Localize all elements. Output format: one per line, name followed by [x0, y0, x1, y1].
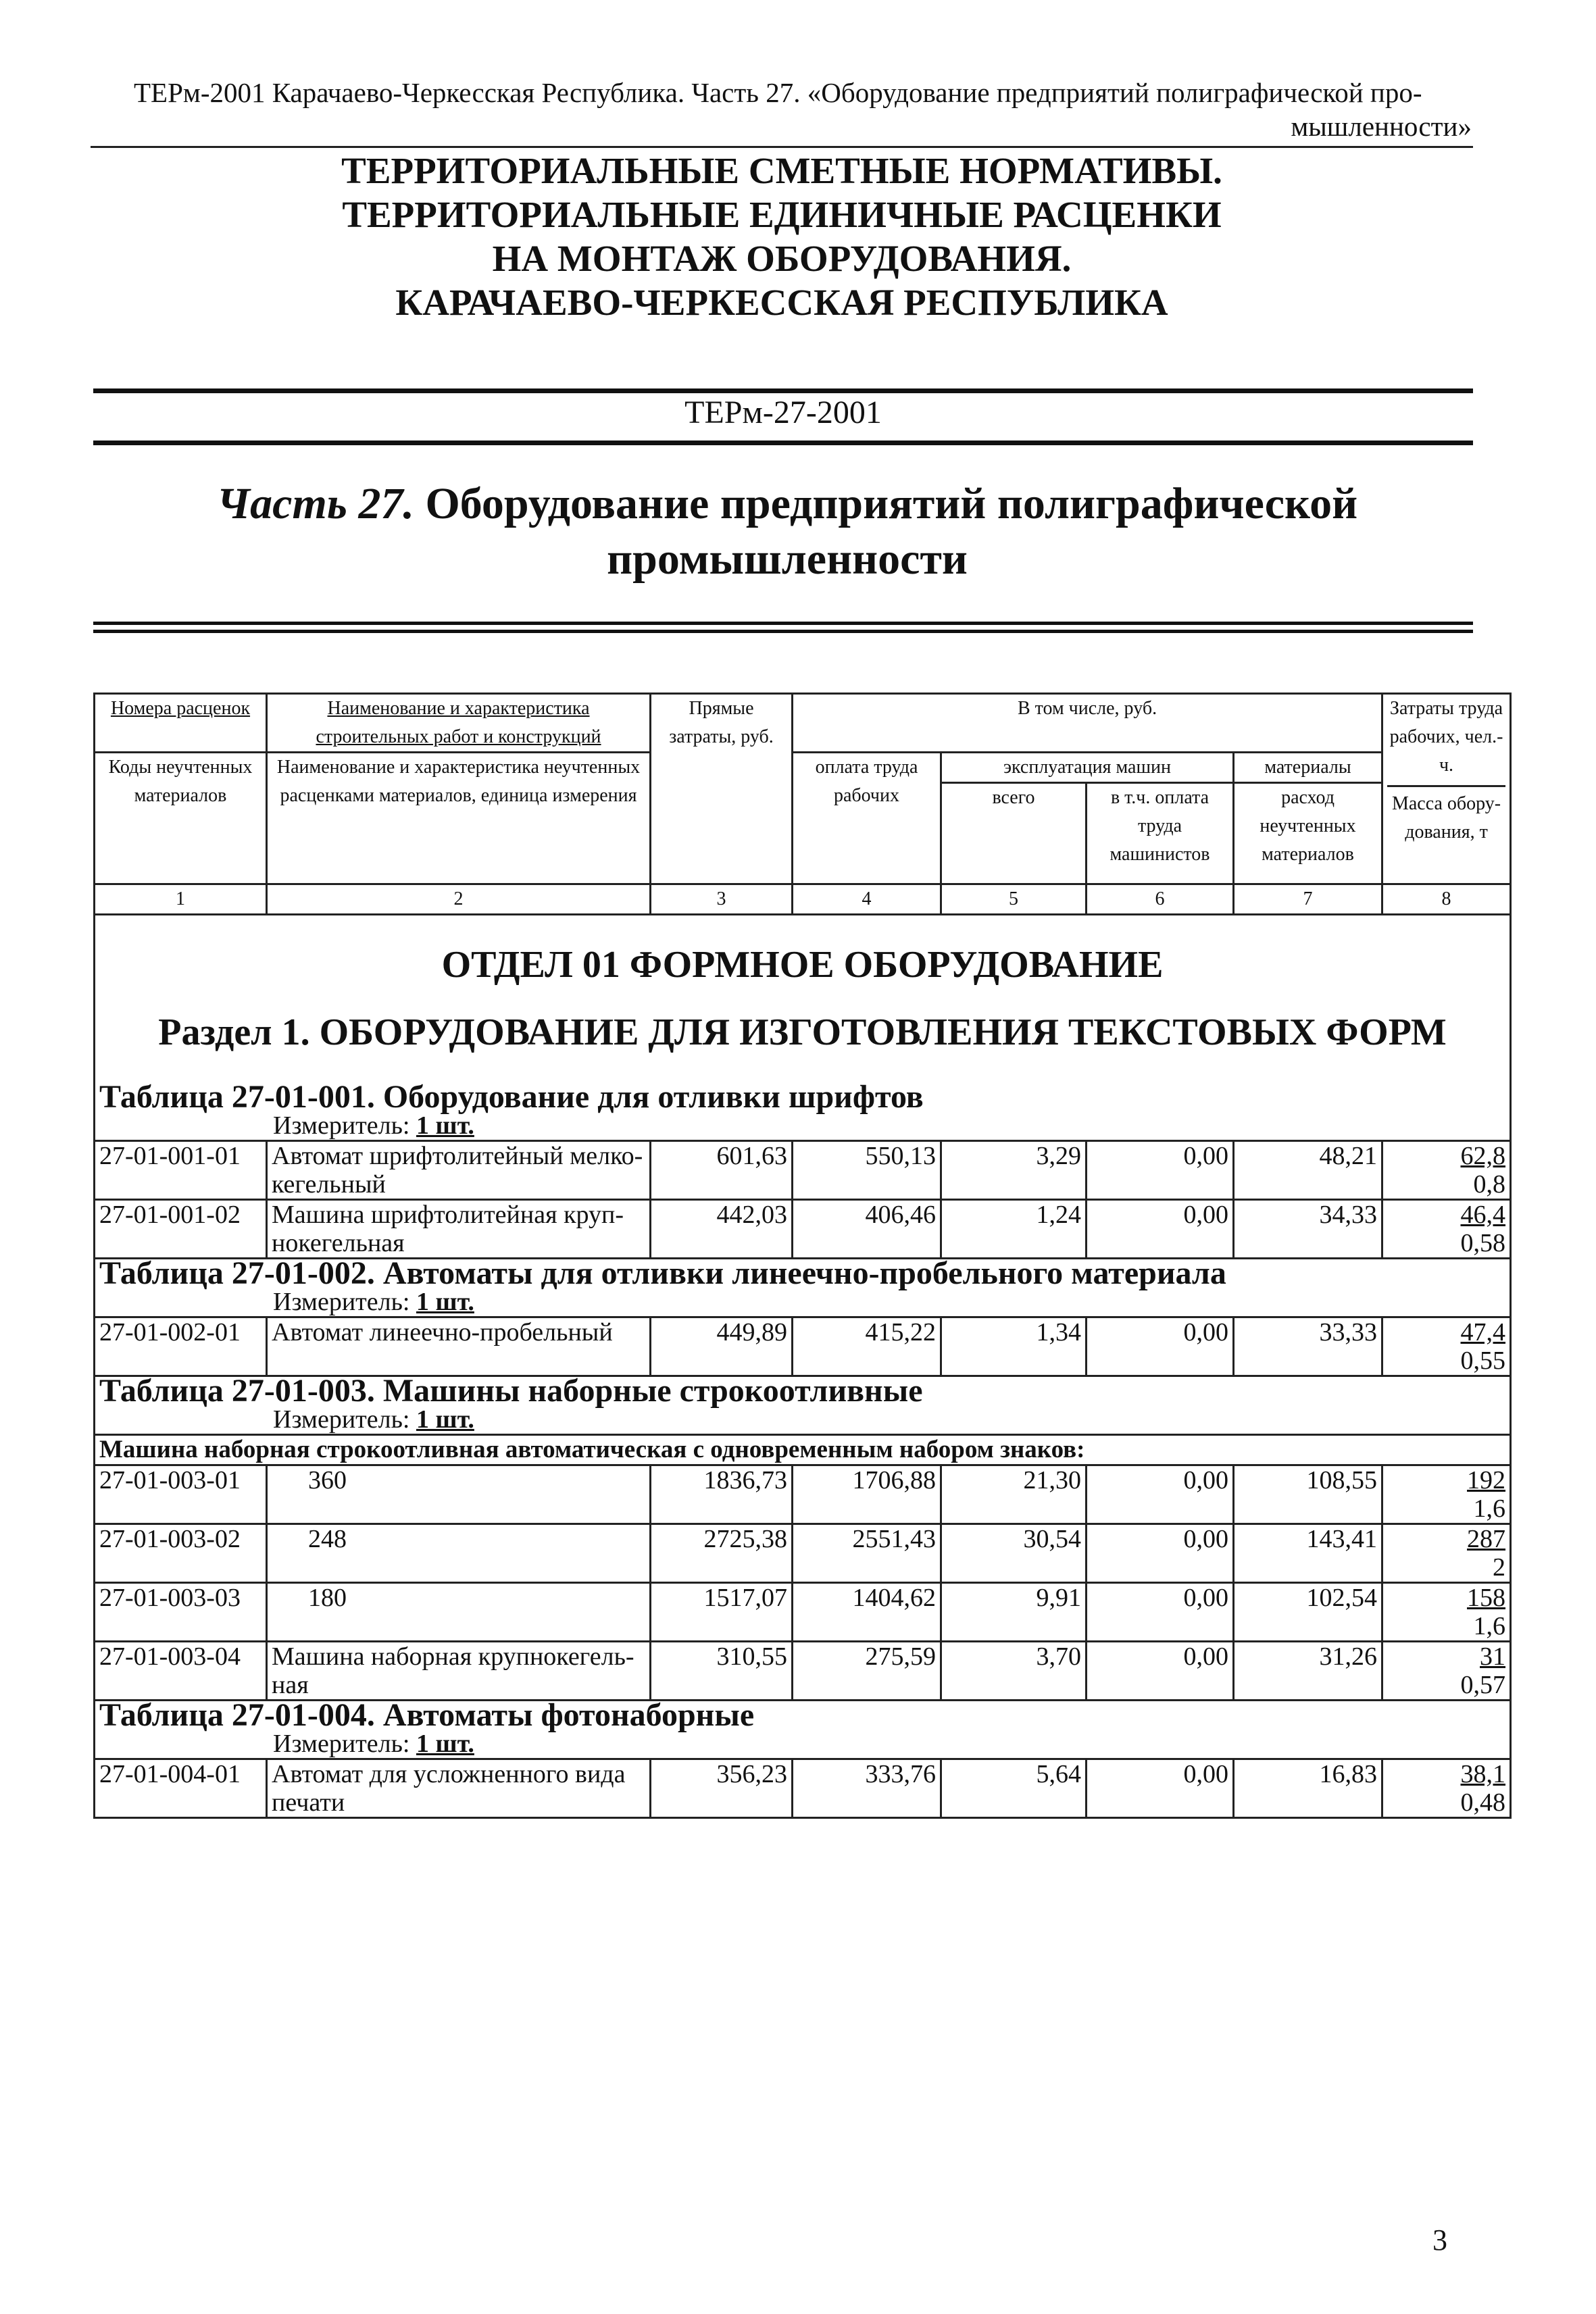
running-header-line2: мышленности» — [1291, 111, 1472, 142]
table-title-row — [95, 1376, 1511, 1406]
worker-pay: 2551,43 — [793, 1524, 941, 1583]
labor: 38,1 — [1460, 1760, 1506, 1788]
rate-code: 27-01-001-01 — [95, 1141, 267, 1200]
part-title-line2: промышленности — [607, 534, 968, 584]
machine-total: 1,34 — [941, 1317, 1087, 1376]
rate-code: 27-01-004-01 — [95, 1759, 267, 1818]
labor: 47,4 — [1460, 1318, 1506, 1347]
razdel-heading: Раздел 1. ОБОРУДОВАНИЕ ДЛЯ ИЗГОТОВЛЕНИЯ ТЕКСТОВЫХ ФОРМ — [95, 995, 1511, 1083]
col-num-6: 6 — [1087, 884, 1234, 915]
mass: 0,8 — [1473, 1170, 1506, 1199]
direct-costs: 310,55 — [651, 1642, 793, 1701]
col-num-4: 4 — [793, 884, 941, 915]
main-title-line4: КАРАЧАЕВО-ЧЕРКЕССКАЯ РЕСПУБЛИКА — [395, 282, 1168, 323]
header-rule — [91, 146, 1473, 148]
double-rule-top — [93, 622, 1473, 625]
table-row — [95, 1583, 1511, 1642]
mass: 0,58 — [1460, 1229, 1506, 1257]
running-header — [134, 76, 1472, 143]
direct-costs: 1836,73 — [651, 1465, 793, 1524]
table-title-004: Таблица 27-01-004. Автоматы фотонаборные — [95, 1701, 1511, 1730]
header-machinist-pay: в т.ч. оплата труда машинистов — [1087, 783, 1234, 884]
rate-name: Машина наборная крупнокегель- ная — [267, 1642, 651, 1701]
worker-pay: 1706,88 — [793, 1465, 941, 1524]
col-num-8: 8 — [1382, 884, 1511, 915]
table-title-002: Таблица 27-01-002. Автоматы для отливки линеечно-пробельного материала — [95, 1259, 1511, 1288]
mass: 1,6 — [1473, 1612, 1506, 1640]
mass: 0,48 — [1460, 1788, 1506, 1817]
header-labor-mass — [1382, 694, 1511, 884]
rate-name: Автомат шрифтолитейный мелко- кегельный — [267, 1141, 651, 1200]
rate-code: 27-01-003-01 — [95, 1465, 267, 1524]
table-row — [95, 1317, 1511, 1376]
header-machine-total: всего — [941, 783, 1087, 884]
header-mass: Масса обору- дования, т — [1391, 793, 1501, 842]
subheading-row — [95, 1435, 1511, 1465]
running-header-line1: ТЕРм-2001 Карачаево-Черкесская Республика. Часть 27. «Оборудование предприятий полиграфической про- — [134, 77, 1422, 108]
double-rule-bottom — [93, 630, 1473, 633]
measure-row — [95, 1111, 1511, 1141]
mass: 2 — [1493, 1553, 1506, 1582]
rates-table — [93, 693, 1510, 1819]
col-num-1: 1 — [95, 884, 267, 915]
mass: 1,6 — [1473, 1494, 1506, 1523]
labor-mass — [1382, 1317, 1511, 1376]
table-row — [95, 1642, 1511, 1701]
labor-mass — [1382, 1759, 1511, 1818]
rate-name: 248 — [267, 1524, 651, 1583]
main-title-line2: ТЕРРИТОРИАЛЬНЫЕ ЕДИНИЧНЫЕ РАСЦЕНКИ — [342, 194, 1222, 235]
measure-001 — [95, 1111, 1511, 1141]
header-unaccounted-materials: расход неучтенных материалов — [1234, 783, 1382, 884]
header-machine-operation: эксплуатация машин — [941, 753, 1234, 783]
labor: 192 — [1467, 1466, 1506, 1494]
machine-total: 3,70 — [941, 1642, 1087, 1701]
razdel-row — [95, 995, 1511, 1083]
materials: 16,83 — [1234, 1759, 1382, 1818]
code-rule-bottom — [93, 441, 1473, 445]
table-title-row — [95, 1259, 1511, 1288]
machine-total: 1,24 — [941, 1200, 1087, 1259]
code-rule-top — [93, 388, 1473, 393]
otdel-heading: ОТДЕЛ 01 ФОРМНОЕ ОБОРУДОВАНИЕ — [95, 915, 1511, 996]
measure-label: Измеритель: — [273, 1111, 410, 1140]
header-codes: Коды неучтенных материалов — [95, 753, 267, 884]
col-num-5: 5 — [941, 884, 1087, 915]
worker-pay: 415,22 — [793, 1317, 941, 1376]
rate-name: 360 — [267, 1465, 651, 1524]
machine-total: 30,54 — [941, 1524, 1087, 1583]
header-direct-costs: Прямые затраты, руб. — [651, 694, 793, 884]
labor: 62,8 — [1460, 1142, 1506, 1170]
table-row — [95, 1141, 1511, 1200]
table-row — [95, 1524, 1511, 1583]
header-labor-divider — [1387, 785, 1505, 787]
labor-mass — [1382, 1465, 1511, 1524]
rate-code: 27-01-002-01 — [95, 1317, 267, 1376]
machinist-pay: 0,00 — [1087, 1141, 1234, 1200]
rates-grid — [93, 693, 1512, 1819]
labor-mass — [1382, 1583, 1511, 1642]
machinist-pay: 0,00 — [1087, 1465, 1234, 1524]
labor: 158 — [1467, 1584, 1506, 1612]
worker-pay: 550,13 — [793, 1141, 941, 1200]
direct-costs: 356,23 — [651, 1759, 793, 1818]
part-title-line1: Оборудование предприятий полиграфической — [425, 479, 1358, 528]
direct-costs: 2725,38 — [651, 1524, 793, 1583]
measure-002: Измеритель: 1 шт. — [95, 1288, 1511, 1317]
rate-code: 27-01-003-03 — [95, 1583, 267, 1642]
machinist-pay: 0,00 — [1087, 1642, 1234, 1701]
machine-total: 5,64 — [941, 1759, 1087, 1818]
rate-name: Машина шрифтолитейная круп- нокегельная — [267, 1200, 651, 1259]
materials: 48,21 — [1234, 1141, 1382, 1200]
header-row-2 — [95, 753, 1511, 783]
header-rate-numbers: Номера расценок — [95, 694, 267, 753]
main-title — [91, 149, 1473, 324]
measure-row — [95, 1730, 1511, 1759]
measure-row — [95, 1288, 1511, 1317]
direct-costs: 1517,07 — [651, 1583, 793, 1642]
mass: 0,55 — [1460, 1347, 1506, 1375]
page-number: 3 — [1432, 2223, 1447, 2257]
labor: 31 — [1480, 1642, 1506, 1671]
materials: 33,33 — [1234, 1317, 1382, 1376]
machinist-pay: 0,00 — [1087, 1317, 1234, 1376]
direct-costs: 601,63 — [651, 1141, 793, 1200]
part-title — [101, 476, 1473, 587]
rate-code: 27-01-003-04 — [95, 1642, 267, 1701]
table-row — [95, 1465, 1511, 1524]
header-labor: Затраты труда рабочих, чел.-ч. — [1389, 698, 1503, 776]
materials: 34,33 — [1234, 1200, 1382, 1259]
machinist-pay: 0,00 — [1087, 1759, 1234, 1818]
worker-pay: 406,46 — [793, 1200, 941, 1259]
materials: 31,26 — [1234, 1642, 1382, 1701]
measure-003: Измеритель: 1 шт. — [95, 1405, 1511, 1435]
labor: 46,4 — [1460, 1201, 1506, 1229]
table-title-001: Таблица 27-01-001. Оборудование для отливки шрифтов — [95, 1083, 1511, 1111]
header-including: В том числе, руб. — [793, 694, 1382, 753]
labor-mass — [1382, 1141, 1511, 1200]
table-subheading: Машина наборная строкоотливная автоматическая с одновременным набором знаков: — [95, 1435, 1511, 1465]
table-title-003: Таблица 27-01-003. Машины наборные строкоотливные — [95, 1376, 1511, 1406]
part-title-number: Часть 27. — [216, 479, 414, 528]
header-worker-pay: оплата труда рабочих — [793, 753, 941, 884]
main-title-line1: ТЕРРИТОРИАЛЬНЫЕ СМЕТНЫЕ НОРМАТИВЫ. — [341, 150, 1222, 191]
rate-name: 180 — [267, 1583, 651, 1642]
worker-pay: 1404,62 — [793, 1583, 941, 1642]
machinist-pay: 0,00 — [1087, 1200, 1234, 1259]
header-materials: материалы — [1234, 753, 1382, 783]
labor-mass — [1382, 1524, 1511, 1583]
rate-name: Автомат линеечно-пробельный — [267, 1317, 651, 1376]
machine-total: 9,91 — [941, 1583, 1087, 1642]
header-work-name: Наименование и характеристика строительных работ и конструкций — [267, 694, 651, 753]
header-row-1 — [95, 694, 1511, 753]
measure-row — [95, 1405, 1511, 1435]
machinist-pay: 0,00 — [1087, 1583, 1234, 1642]
materials: 108,55 — [1234, 1465, 1382, 1524]
col-num-7: 7 — [1234, 884, 1382, 915]
mass: 0,57 — [1460, 1671, 1506, 1699]
machine-total: 21,30 — [941, 1465, 1087, 1524]
worker-pay: 275,59 — [793, 1642, 941, 1701]
table-title-row — [95, 1701, 1511, 1730]
materials: 102,54 — [1234, 1583, 1382, 1642]
table-row — [95, 1200, 1511, 1259]
labor: 287 — [1467, 1525, 1506, 1553]
col-num-2: 2 — [267, 884, 651, 915]
header-material-name: Наименование и характеристика неучтенных расценками материалов, единица измерения — [267, 753, 651, 884]
column-numbers-row — [95, 884, 1511, 915]
direct-costs: 442,03 — [651, 1200, 793, 1259]
materials: 143,41 — [1234, 1524, 1382, 1583]
labor-mass — [1382, 1200, 1511, 1259]
rate-name: Автомат для усложненного вида печати — [267, 1759, 651, 1818]
worker-pay: 333,76 — [793, 1759, 941, 1818]
table-row — [95, 1759, 1511, 1818]
rate-code: 27-01-001-02 — [95, 1200, 267, 1259]
table-title-row — [95, 1083, 1511, 1111]
labor-mass — [1382, 1642, 1511, 1701]
measure-value: 1 шт. — [416, 1111, 474, 1140]
doc-code: ТЕРм-27-2001 — [684, 395, 882, 430]
rate-code: 27-01-003-02 — [95, 1524, 267, 1583]
direct-costs: 449,89 — [651, 1317, 793, 1376]
measure-004: Измеритель: 1 шт. — [95, 1730, 1511, 1759]
machinist-pay: 0,00 — [1087, 1524, 1234, 1583]
machine-total: 3,29 — [941, 1141, 1087, 1200]
otdel-row — [95, 915, 1511, 996]
col-num-3: 3 — [651, 884, 793, 915]
main-title-line3: НА МОНТАЖ ОБОРУДОВАНИЯ. — [492, 238, 1072, 279]
